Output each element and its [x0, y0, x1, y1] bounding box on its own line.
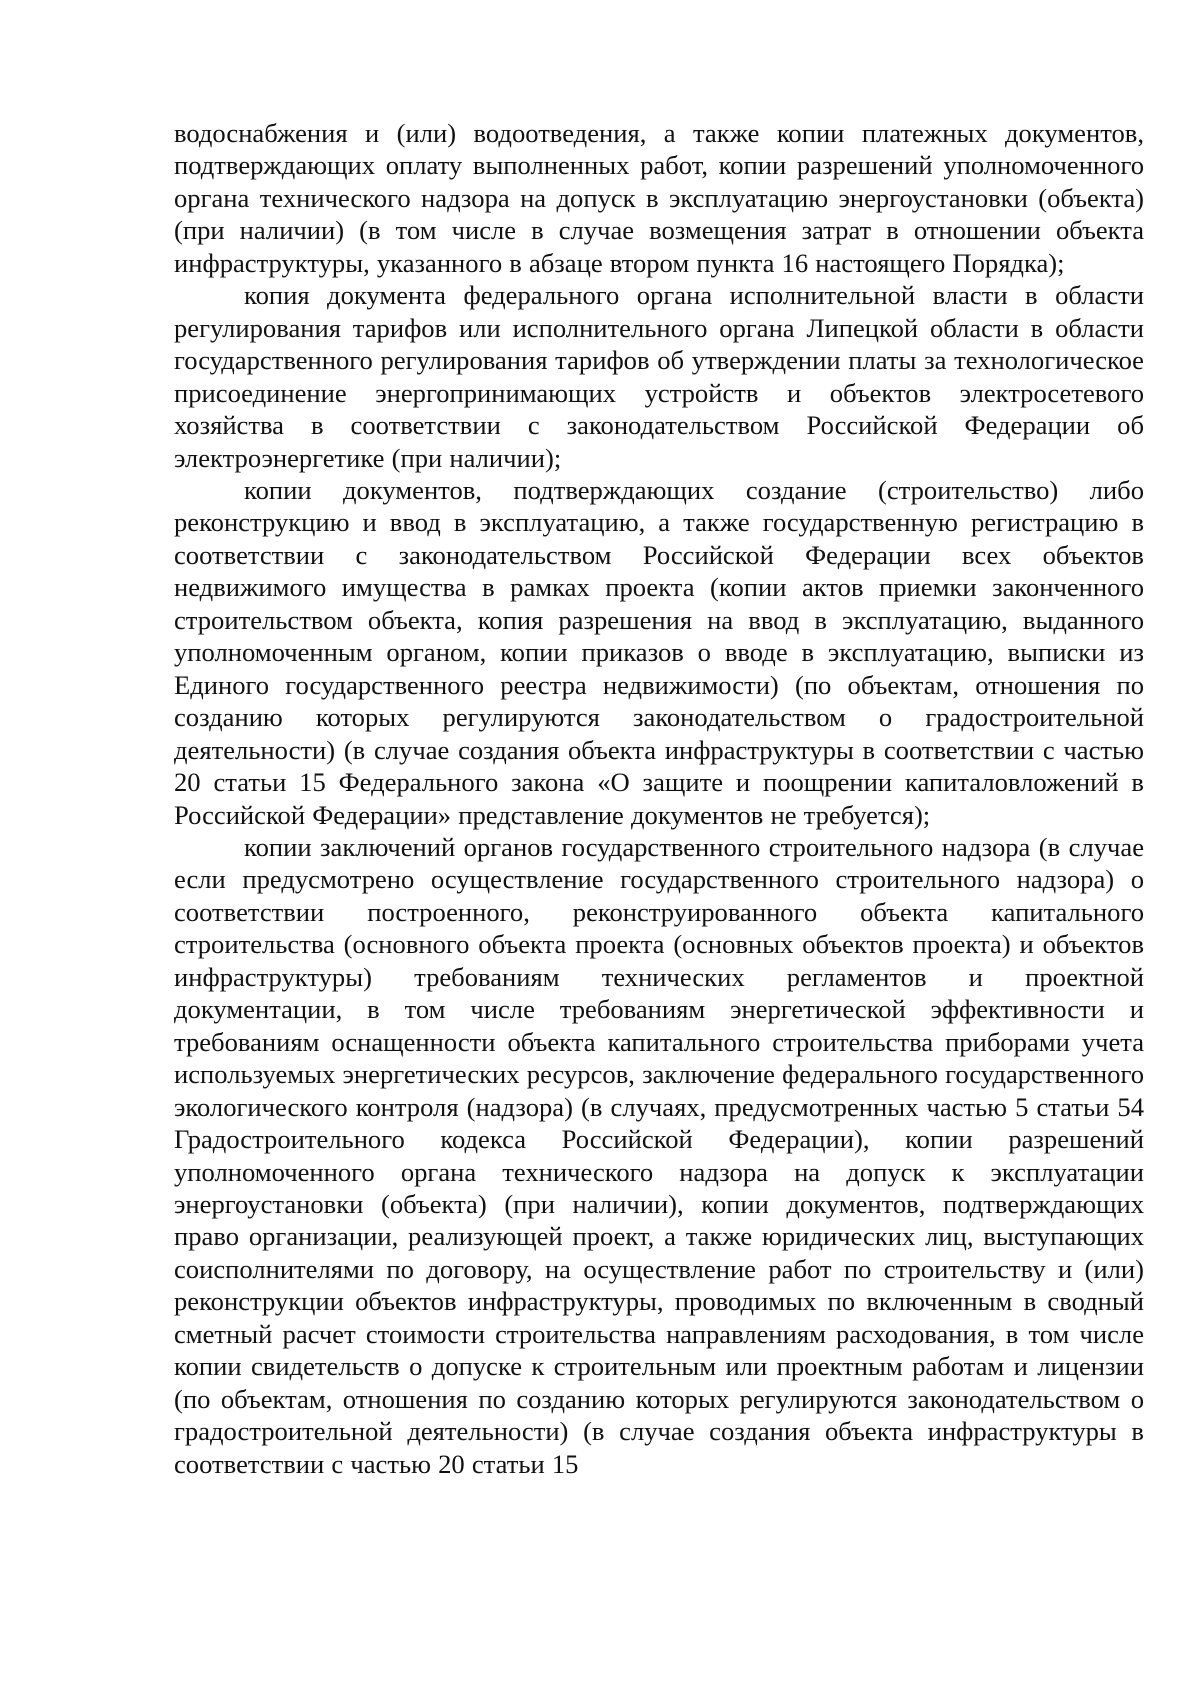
document-body	[174, 117, 1144, 1480]
paragraph-construction-documents: копии документов, подтверждающих создание (строительство) либо реконструкцию и ввод в эксплуатацию, а также государственную регистрацию в соответствии с законодательством Российской Федерации всех объектов недвижимого имущества в рамках проекта (копии актов приемки законченного строительством объекта, копия разрешения на ввод в эксплуатацию, выданного уполномоченным органом, копии приказов о вводе в эксплуатацию, выписки из Единого государственного реестра недвижимости) (по объектам, отношения по созданию которых регулируются законодательством о градостроительной деятельности) (в случае создания объекта инфраструктуры в соответствии с частью 20 статьи 15 Федерального закона «О защите и поощрении капиталовложений в Российской Федерации» представление документов не требуется);	[174, 474, 1144, 830]
paragraph-supervision-conclusions: копии заключений органов государственного строительного надзора (в случае если предусмотрено осуществление государственного строительного надзора) о соответствии построенного, реконструированного объекта капитального строительства (основного объекта проекта (основных объектов проекта) и объектов инфраструктуры) требованиям технических регламентов и проектной документации, в том числе требованиям энергетической эффективности и требованиям оснащенности объекта капитального строительства приборами учета используемых энергетических ресурсов, заключение федерального государственного экологического контроля (надзора) (в случаях, предусмотренных частью 5 статьи 54 Градостроительного кодекса Российской Федерации), копии разрешений уполномоченного органа технического надзора на допуск к эксплуатации энергоустановки (объекта) (при наличии), копии документов, подтверждающих право организации, реализующей проект, а также юридических лиц, выступающих соисполнителями по договору, на осуществление работ по строительству и (или) реконструкции объектов инфраструктуры, проводимых по включенным в сводный сметный расчет стоимости строительства направлениям расходования, в том числе копии свидетельств о допуске к строительным или проектным работам и лицензии (по объектам, отношения по созданию которых регулируются законодательством о градостроительной деятельности) (в случае создания объекта инфраструктуры в соответствии с частью 20 статьи 15	[174, 831, 1144, 1479]
paragraph-water-supply-continuation: водоснабжения и (или) водоотведения, а также копии платежных документов, подтверждающих оплату выполненных работ, копии разрешений уполномоченного органа технического надзора на допуск в эксплуатацию энергоустановки (объекта) (при наличии) (в том числе в случае возмещения затрат в отношении объекта инфраструктуры, указанного в абзаце втором пункта 16 настоящего Порядка);	[174, 118, 1144, 278]
paragraph-tariff-document: копия документа федерального органа исполнительной власти в области регулирования тарифов или исполнительного органа Липецкой области в области государственного регулирования тарифов об утверждении платы за технологическое присоединение энергопринимающих устройств и объектов электросетевого хозяйства в соответствии с законодательством Российской Федерации об электроэнергетике (при наличии);	[174, 280, 1144, 473]
